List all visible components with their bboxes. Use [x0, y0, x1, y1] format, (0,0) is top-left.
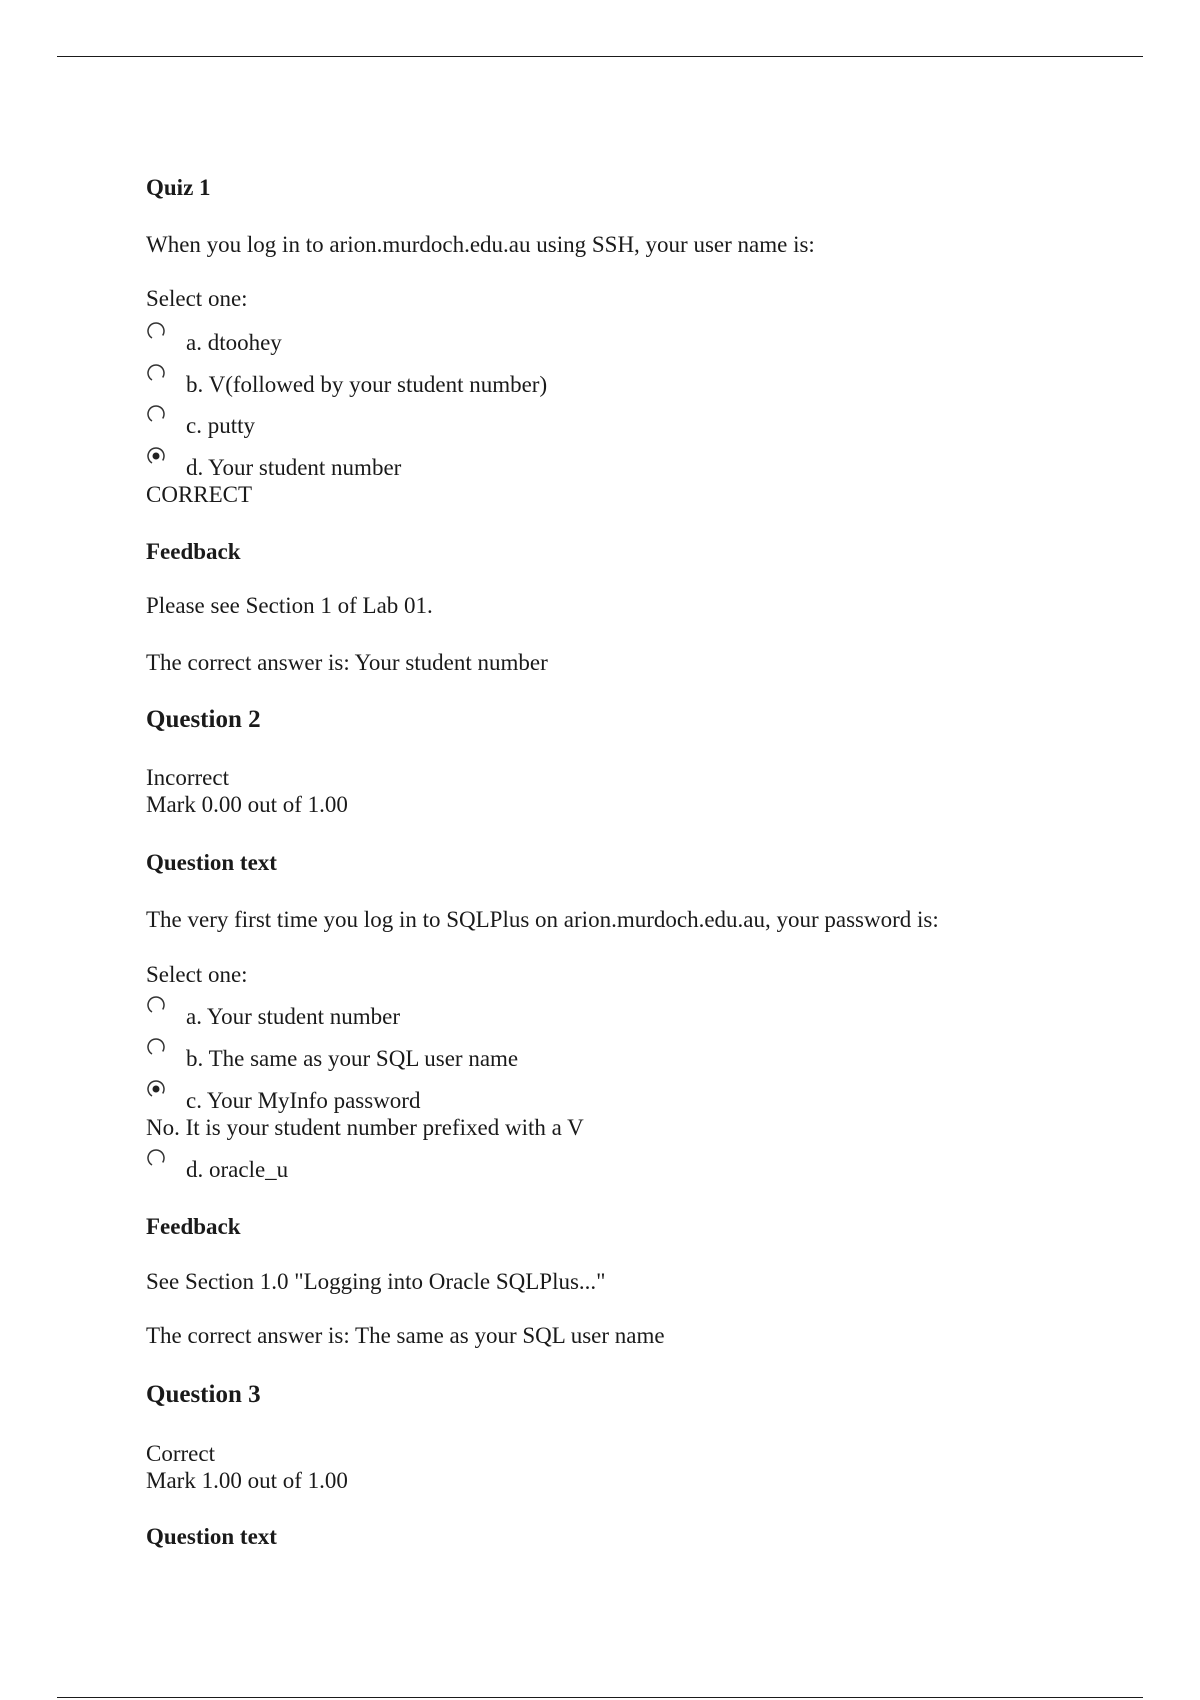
- bottom-rule: [57, 1697, 1143, 1698]
- q1-feedback-text: Please see Section 1 of Lab 01.: [146, 593, 433, 618]
- q1-option-d-label: d. Your student number: [186, 455, 402, 480]
- q1-option-a-label: a. dtoohey: [186, 330, 282, 355]
- q2-feedback-heading: Feedback: [146, 1214, 241, 1239]
- top-rule: [57, 56, 1143, 57]
- q3-mark: Mark 1.00 out of 1.00: [146, 1468, 348, 1493]
- q2-select-label: Select one:: [146, 962, 248, 987]
- q2-heading: Question 2: [146, 706, 261, 733]
- radio-unselected-icon[interactable]: [146, 1037, 166, 1057]
- q3-question-text-heading: Question text: [146, 1524, 277, 1549]
- q1-select-label: Select one:: [146, 286, 248, 311]
- q2-option-a-label: a. Your student number: [186, 1004, 401, 1029]
- q2-status: Incorrect: [146, 765, 229, 790]
- radio-unselected-icon[interactable]: [146, 1148, 166, 1168]
- q2-question-text-heading: Question text: [146, 850, 277, 875]
- quiz-title: Quiz 1: [146, 175, 211, 200]
- q1-question-text: When you log in to arion.murdoch.edu.au using SSH, your user name is:: [146, 232, 815, 257]
- radio-selected-icon[interactable]: [146, 446, 166, 466]
- q1-correct-answer: The correct answer is: Your student number: [146, 650, 548, 675]
- q2-option-c-label: c. Your MyInfo password: [186, 1088, 421, 1113]
- q3-heading: Question 3: [146, 1381, 261, 1408]
- q2-option-b-label: b. The same as your SQL user name: [186, 1046, 519, 1071]
- q1-option-c-label: c. putty: [186, 413, 255, 438]
- q2-option-feedback: No. It is your student number prefixed with a V: [146, 1115, 584, 1140]
- q2-question-text: The very first time you log in to SQLPlus on arion.murdoch.edu.au, your password is:: [146, 907, 939, 932]
- q3-status: Correct: [146, 1441, 215, 1466]
- radio-unselected-icon[interactable]: [146, 404, 166, 424]
- q2-correct-answer: The correct answer is: The same as your SQL user name: [146, 1323, 665, 1348]
- q2-feedback-text: See Section 1.0 "Logging into Oracle SQLPlus...": [146, 1269, 606, 1294]
- q1-option-b-label: b. V(followed by your student number): [186, 372, 548, 397]
- radio-unselected-icon[interactable]: [146, 363, 166, 383]
- q2-mark: Mark 0.00 out of 1.00: [146, 792, 348, 817]
- q1-result: CORRECT: [146, 482, 253, 507]
- radio-unselected-icon[interactable]: [146, 995, 166, 1015]
- q2-option-d-label: d. oracle_u: [186, 1157, 289, 1182]
- radio-unselected-icon[interactable]: [146, 321, 166, 341]
- q1-feedback-heading: Feedback: [146, 539, 241, 564]
- radio-selected-icon[interactable]: [146, 1079, 166, 1099]
